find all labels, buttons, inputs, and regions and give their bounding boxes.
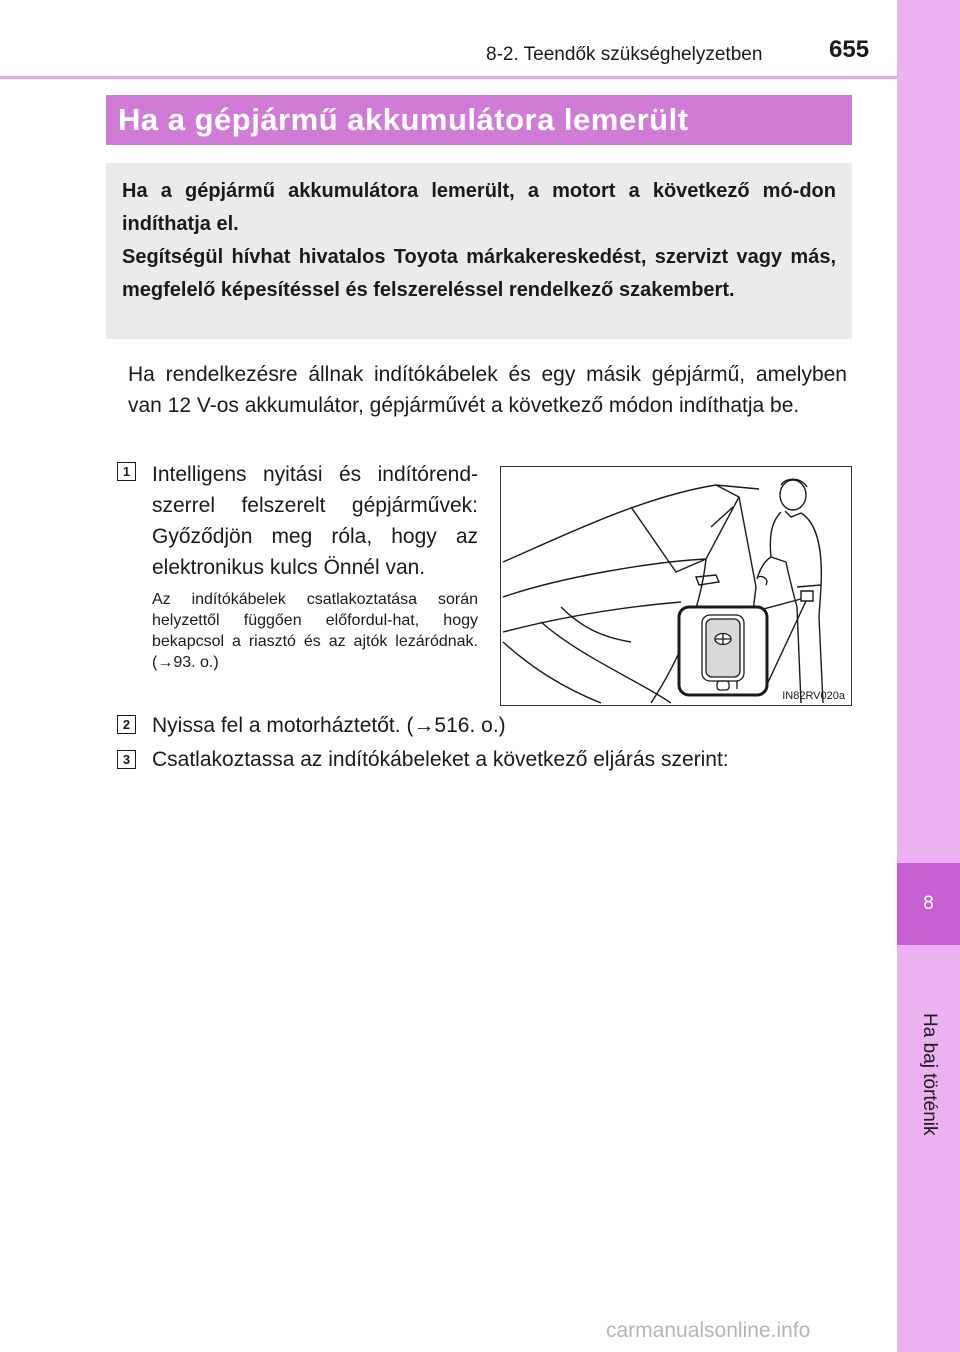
step-1-text: Intelligens nyitási és indítórend-szerrel felszerelt gépjárművek: Győződjön meg róla, hogy az elektronikus kulcs Önnél van. (152, 463, 478, 579)
info-box (106, 163, 852, 339)
step-3-text: Csatlakoztassa az indítókábeleket a következő eljárás szerint: (152, 748, 729, 771)
intro-paragraph: Ha rendelkezésre állnak indítókábelek és egy másik gépjármű, amelyben van 12 V-os akkumulátor, gépjárművét a következő módon indíthatja be. (128, 363, 847, 417)
chapter-number-tab[interactable]: 8 (897, 863, 960, 945)
info-box-text-2: Segítségül hívhat hivatalos Toyota márkakereskedést, szervizt vagy más, megfelelő képesítéssel és felszereléssel rendelkező szakembert. (122, 246, 836, 301)
step-number-1: 1 (117, 462, 136, 481)
watermark: carmanualsonline.info (606, 1319, 811, 1342)
car-door-smart-key-illustration (501, 467, 851, 705)
info-box-text-1: Ha a gépjármű akkumulátora lemerült, a motort a következő mó-don indíthatja el. (122, 180, 836, 235)
illustration-figure (500, 466, 852, 706)
step-number-3: 3 (117, 750, 136, 769)
chapter-side-tab (897, 0, 960, 1352)
figure-code: IN82RV020a (782, 690, 845, 702)
section-title: Ha a gépjármű akkumulátora lemerült (106, 95, 852, 145)
step-2-text: Nyissa fel a motorháztetőt. (→516. o.) (152, 714, 506, 737)
step-number-2: 2 (117, 715, 136, 734)
header-rule (0, 76, 897, 79)
step-1-note: Az indítókábelek csatlakoztatása során helyzettől függően előfordul-hat, hogy bekapcsol a riasztó és az ajtók lezáródnak.(→93. o.) (152, 591, 478, 671)
chapter-title: Ha baj történik (919, 1013, 940, 1136)
section-reference: 8-2. Teendők szükséghelyzetben (486, 44, 763, 65)
page-number: 655 (829, 36, 870, 63)
